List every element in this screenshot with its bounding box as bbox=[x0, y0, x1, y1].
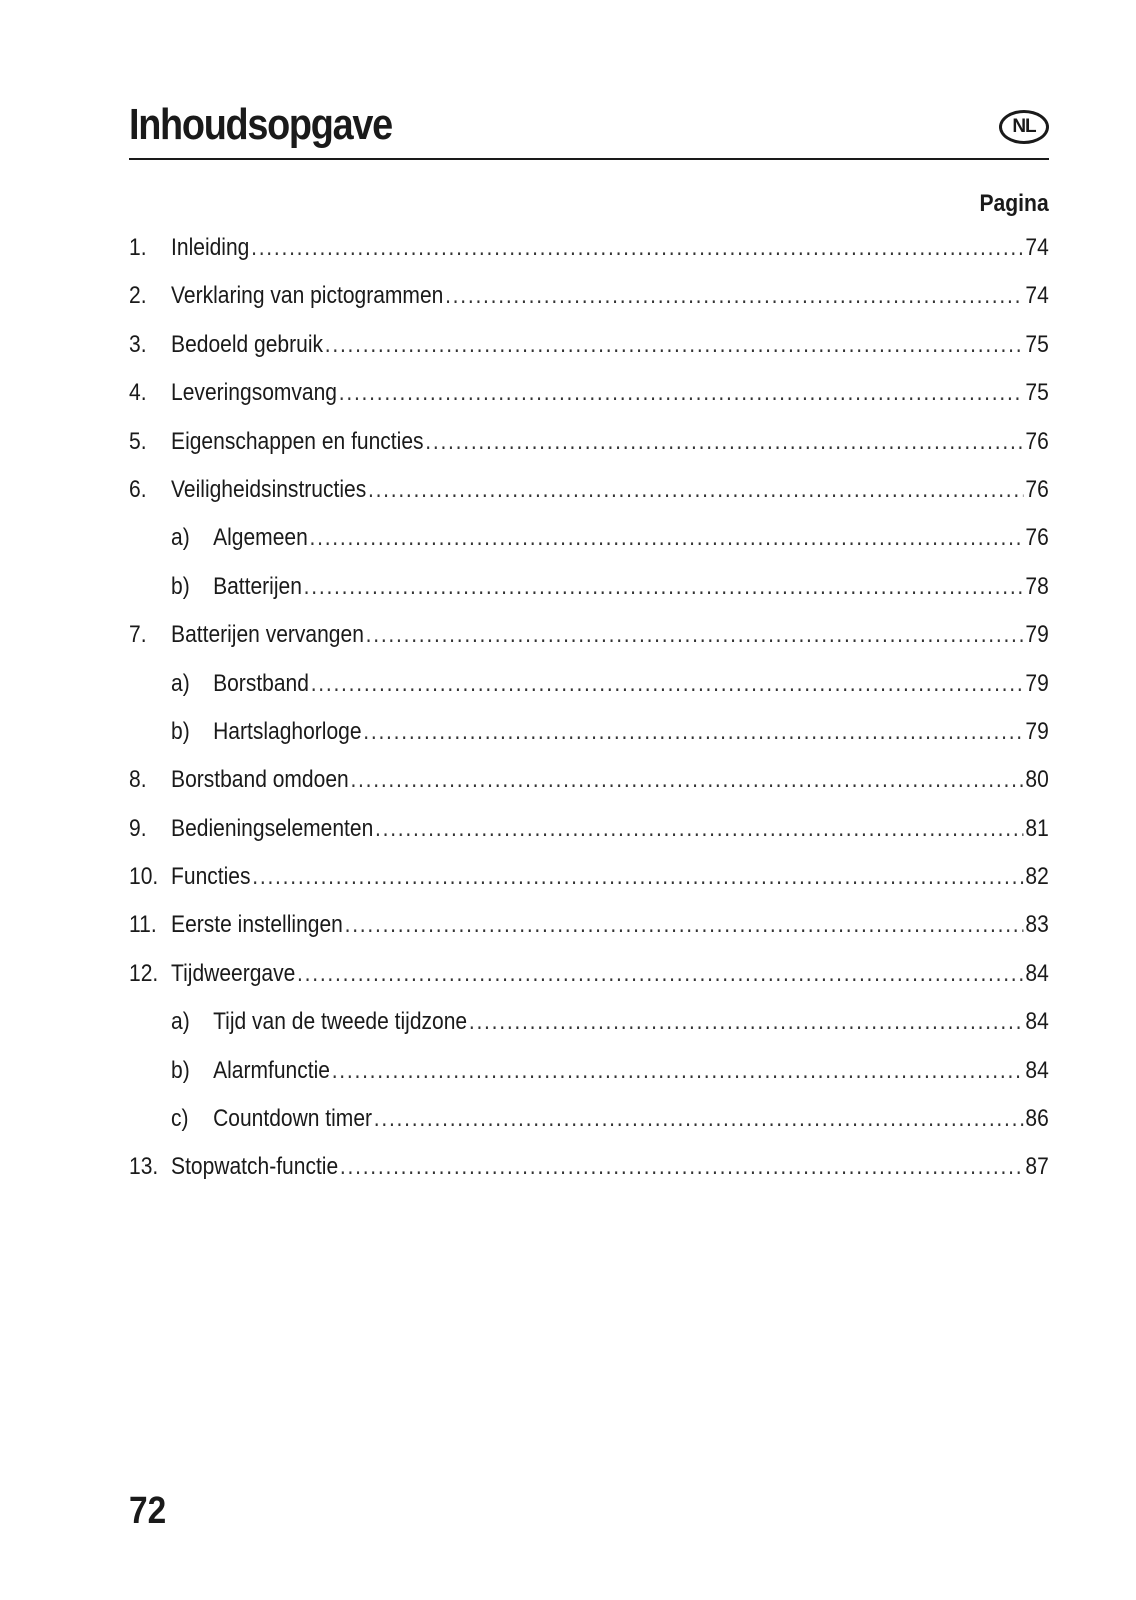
toc-entry-label: Bedieningselementen bbox=[171, 814, 374, 842]
toc-entry bbox=[129, 329, 1049, 377]
toc-dot-leader bbox=[310, 522, 1024, 554]
toc-entry-number: c) bbox=[171, 1105, 189, 1133]
toc-entry-label: Alarmfunctie bbox=[213, 1056, 330, 1084]
toc-entry-label: Batterijen vervangen bbox=[171, 621, 364, 649]
toc-dot-leader bbox=[350, 764, 1023, 796]
toc-entry-number: 10. bbox=[129, 863, 159, 891]
toc-entry bbox=[129, 764, 1049, 812]
toc-entry-label: Tijdweergave bbox=[171, 959, 296, 987]
toc-dot-leader bbox=[304, 571, 1024, 603]
toc-entry-label: Hartslaghorloge bbox=[213, 717, 362, 745]
toc-dot-leader bbox=[445, 280, 1024, 312]
toc-dot-leader bbox=[425, 426, 1023, 458]
toc-subentry bbox=[129, 1006, 1049, 1054]
toc-entry-page: 83 bbox=[1025, 911, 1049, 939]
toc-entry-label: Eerste instellingen bbox=[171, 911, 343, 939]
toc-entry-number: 12. bbox=[129, 959, 159, 987]
toc-entry-number: 13. bbox=[129, 1153, 159, 1181]
toc-entry-page: 86 bbox=[1025, 1105, 1049, 1133]
toc-entry-label: Verklaring van pictogrammen bbox=[171, 282, 444, 310]
toc-entry-number: 5. bbox=[129, 427, 147, 455]
toc-entry-number: a) bbox=[171, 669, 190, 697]
toc-entry-label: Borstband bbox=[213, 669, 309, 697]
toc-entry-number: b) bbox=[171, 572, 190, 600]
toc-entry-label: Stopwatch-functie bbox=[171, 1153, 339, 1181]
toc-dot-leader bbox=[366, 619, 1024, 651]
toc-entry-label: Bedoeld gebruik bbox=[171, 330, 324, 358]
page-column-header: Pagina bbox=[979, 190, 1049, 217]
page-title: Inhoudsopgave bbox=[129, 100, 392, 149]
toc-entry-number: 8. bbox=[129, 766, 147, 794]
toc-entry-number: 9. bbox=[129, 814, 147, 842]
toc-entry-label: Countdown timer bbox=[213, 1105, 373, 1133]
toc-entry-label: Algemeen bbox=[213, 524, 308, 552]
toc-entry-number: 2. bbox=[129, 282, 147, 310]
toc-entry bbox=[129, 619, 1049, 667]
toc-subentry bbox=[129, 716, 1049, 764]
toc-dot-leader bbox=[252, 861, 1023, 893]
toc-entry-page: 78 bbox=[1025, 572, 1049, 600]
toc-entry-label: Borstband omdoen bbox=[171, 766, 349, 794]
toc-entry-page: 76 bbox=[1025, 427, 1049, 455]
toc-subentry bbox=[129, 1055, 1049, 1103]
toc-entry bbox=[129, 813, 1049, 861]
toc-entry-page: 81 bbox=[1025, 814, 1049, 842]
toc-subentry bbox=[129, 1103, 1049, 1151]
table-of-contents bbox=[129, 232, 1049, 1200]
toc-dot-leader bbox=[375, 813, 1024, 845]
toc-entry-number: b) bbox=[171, 717, 190, 745]
toc-entry-page: 75 bbox=[1025, 330, 1049, 358]
toc-dot-leader bbox=[311, 668, 1024, 700]
toc-entry-number: 1. bbox=[129, 234, 147, 261]
toc-entry bbox=[129, 958, 1049, 1006]
toc-entry-number: a) bbox=[171, 524, 190, 552]
toc-dot-leader bbox=[251, 232, 1024, 264]
toc-entry-number: 7. bbox=[129, 621, 147, 649]
toc-dot-leader bbox=[332, 1055, 1024, 1087]
toc-entry-label: Tijd van de tweede tijdzone bbox=[213, 1008, 468, 1036]
page-header bbox=[129, 98, 1049, 160]
toc-entry bbox=[129, 280, 1049, 328]
toc-entry-label: Inleiding bbox=[171, 234, 250, 261]
toc-entry bbox=[129, 1151, 1049, 1199]
toc-entry-number: b) bbox=[171, 1056, 190, 1084]
toc-entry-page: 79 bbox=[1025, 669, 1049, 697]
toc-entry-label: Veiligheidsinstructies bbox=[171, 475, 367, 503]
toc-entry-page: 76 bbox=[1025, 475, 1049, 503]
toc-entry-number: 4. bbox=[129, 379, 147, 407]
toc-entry-page: 74 bbox=[1025, 234, 1049, 261]
page-number: 72 bbox=[129, 1490, 167, 1532]
toc-entry-page: 74 bbox=[1025, 282, 1049, 310]
toc-entry-page: 79 bbox=[1025, 717, 1049, 745]
toc-entry-page: 76 bbox=[1025, 524, 1049, 552]
toc-dot-leader bbox=[363, 716, 1023, 748]
toc-entry-label: Batterijen bbox=[213, 572, 302, 600]
toc-dot-leader bbox=[339, 377, 1024, 409]
toc-entry bbox=[129, 861, 1049, 909]
toc-entry-number: 11. bbox=[129, 911, 157, 939]
toc-entry bbox=[129, 909, 1049, 957]
toc-entry-label: Functies bbox=[171, 863, 251, 891]
toc-entry-number: 6. bbox=[129, 475, 147, 503]
toc-dot-leader bbox=[374, 1103, 1024, 1135]
toc-dot-leader bbox=[297, 958, 1024, 990]
language-badge-icon: NL bbox=[999, 110, 1049, 144]
toc-entry-page: 75 bbox=[1025, 379, 1049, 407]
toc-entry bbox=[129, 474, 1049, 522]
toc-entry-page: 84 bbox=[1025, 1056, 1049, 1084]
toc-entry-number: 3. bbox=[129, 330, 147, 358]
toc-dot-leader bbox=[325, 329, 1024, 361]
toc-entry bbox=[129, 426, 1049, 474]
toc-subentry bbox=[129, 571, 1049, 619]
toc-entry-number: a) bbox=[171, 1008, 190, 1036]
toc-entry-page: 79 bbox=[1025, 621, 1049, 649]
toc-dot-leader bbox=[345, 909, 1024, 941]
toc-subentry bbox=[129, 522, 1049, 570]
toc-dot-leader bbox=[368, 474, 1024, 506]
toc-dot-leader bbox=[469, 1006, 1024, 1038]
toc-dot-leader bbox=[340, 1151, 1024, 1183]
toc-subentry bbox=[129, 668, 1049, 716]
toc-entry bbox=[129, 232, 1049, 280]
toc-entry-page: 84 bbox=[1025, 959, 1049, 987]
toc-entry-page: 87 bbox=[1025, 1153, 1049, 1181]
toc-entry-page: 82 bbox=[1025, 863, 1049, 891]
toc-entry-label: Eigenschappen en functies bbox=[171, 427, 424, 455]
toc-entry-label: Leveringsomvang bbox=[171, 379, 338, 407]
toc-entry-page: 80 bbox=[1025, 766, 1049, 794]
toc-entry bbox=[129, 377, 1049, 425]
toc-entry-page: 84 bbox=[1025, 1008, 1049, 1036]
